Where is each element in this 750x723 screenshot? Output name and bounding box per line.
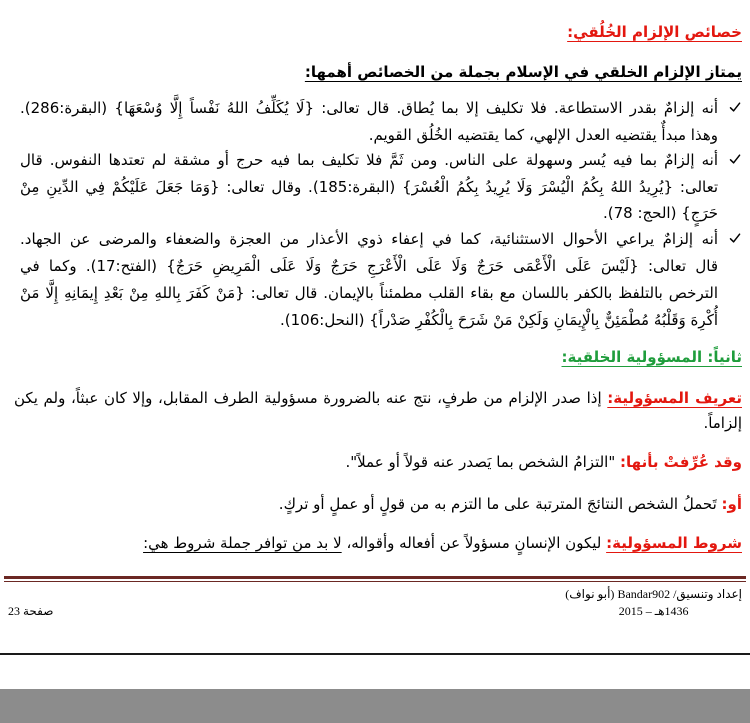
conditions-text: ليكون الإنسانٍ مسؤولاً عن أفعاله وأقواله، [346, 534, 602, 552]
footer-author: إعداد وتنسيق/ Bandar902 (أبو نواف) [565, 587, 742, 601]
section-1-title: خصائص الإلزام الخُلُقي: [567, 23, 742, 41]
page-number: صفحة 23 [8, 604, 54, 618]
conditions-emphasis: لا بد من توافر جملة شروط هي: [143, 534, 342, 552]
characteristic-2-line-1: أنه إلزامٌ بما فيه يُسر وسهولة على الناس. ومن ثَمَّ فلا تكليف بما فيه حرج أو مشقة لم تعتدها النفوس. قال [20, 151, 718, 169]
conditions-line [14, 532, 742, 554]
check-mark-icon [729, 101, 741, 113]
footer-date: 1436هـ – 2015 [618, 604, 689, 618]
alternative-label: أو: [721, 495, 742, 513]
characteristic-3-line-3: الترخص بالتلفظ بالكفر باللسان مع بقاء القلب مطمئناً بالإيمان. قال تعالى: {مَنْ كَفَرَ بِاللهِ مِنْ بَعْدِ إِيمَانِهِ إِلَّا مَنْ [20, 284, 718, 302]
characteristic-3-line-2: قال تعالى: {لَيْسَ عَلَى الْأَعْمَى حَرَجٌ وَلَا عَلَى الْأَعْرَجِ حَرَجٌ وَلَا عَلَى الْمَرِيضِ حَرَجٌ} (الفتح:17). وكما في [20, 257, 718, 275]
definition-text: إذا صدر الإلزام من طرفٍ، نتج عنه بالضرورة مسؤولية الطرف المقابل، وإلا كان عبثاً، ولم يكن [14, 389, 602, 407]
characteristic-1-line-1: أنه إلزامٌ بقدر الاستطاعة. فلا تكليف إلا بما يُطاق. قال تعالى: {لَا يُكَلِّفُ اللهُ نَفْساً إِلَّا وُسْعَهَا} (البقرة:286). [20, 99, 718, 117]
section-2-title: ثانياً: المسؤولية الخلقية: [561, 348, 742, 366]
footer-rule-thin [4, 581, 746, 582]
defined-as-label: وقد عُرِّفتْ بأنها: [620, 453, 742, 471]
alternative-text: تَحملُ الشخص النتائجَ المترتبة على ما التزم به من قولٍ أو عملٍ أو تركٍ. [278, 495, 717, 513]
check-mark-icon [729, 153, 741, 165]
page-bottom-rule [0, 653, 750, 655]
characteristic-1-line-2: وهذا مبدأٌ يقتضيه العدل الإلهي، كما يقتضيه الخُلُق القويم. [368, 126, 718, 144]
check-mark-icon [729, 232, 741, 244]
characteristic-3-line-1: أنه إلزامٌ يراعي الأحوال الاستثنائية، كما في إعفاء ذوي الأعذار من العجزة والضعفاء والمرضى عن الجهاد. [20, 230, 718, 248]
definition-label: تعريف المسؤولية: [607, 389, 742, 407]
defined-as-text: "التزامُ الشخص بما يَصدر عنه قولاً أو عملاً". [345, 453, 616, 471]
footer-credit [565, 586, 742, 620]
section-1-intro: يمتاز الإلزام الخلقي في الإسلام بجملة من الخصائص أهمها: [304, 63, 742, 81]
definition-line-2: إلزاماً. [703, 414, 742, 432]
alternative-definition-line [14, 493, 742, 515]
characteristic-2-line-2: تعالى: {يُرِيدُ اللهُ بِكُمُ الْيُسْرَ وَلَا يُرِيدُ بِكُمُ الْعُسْرَ} (البقرة:185). وقال تعالى: {وَمَا جَعَلَ عَلَيْكُمْ فِي الدِّينِ مِنْ [20, 178, 719, 196]
conditions-label: شروط المسؤولية: [606, 534, 742, 552]
definition-line-1 [14, 387, 742, 409]
characteristic-3-line-4: أُكْرِهَ وَقَلْبُهُ مُطْمَئِنٌّ بِالْإِيمَانِ وَلَكِنْ مَنْ شَرَحَ بِالْكُفْرِ صَدْراً} (النحل:106). [280, 311, 718, 329]
viewer-background [0, 689, 750, 723]
defined-as-line [14, 451, 742, 473]
characteristic-2-line-3: حَرَجٍ} (الحج: 78). [602, 204, 718, 222]
footer-rule-thick [4, 576, 746, 579]
